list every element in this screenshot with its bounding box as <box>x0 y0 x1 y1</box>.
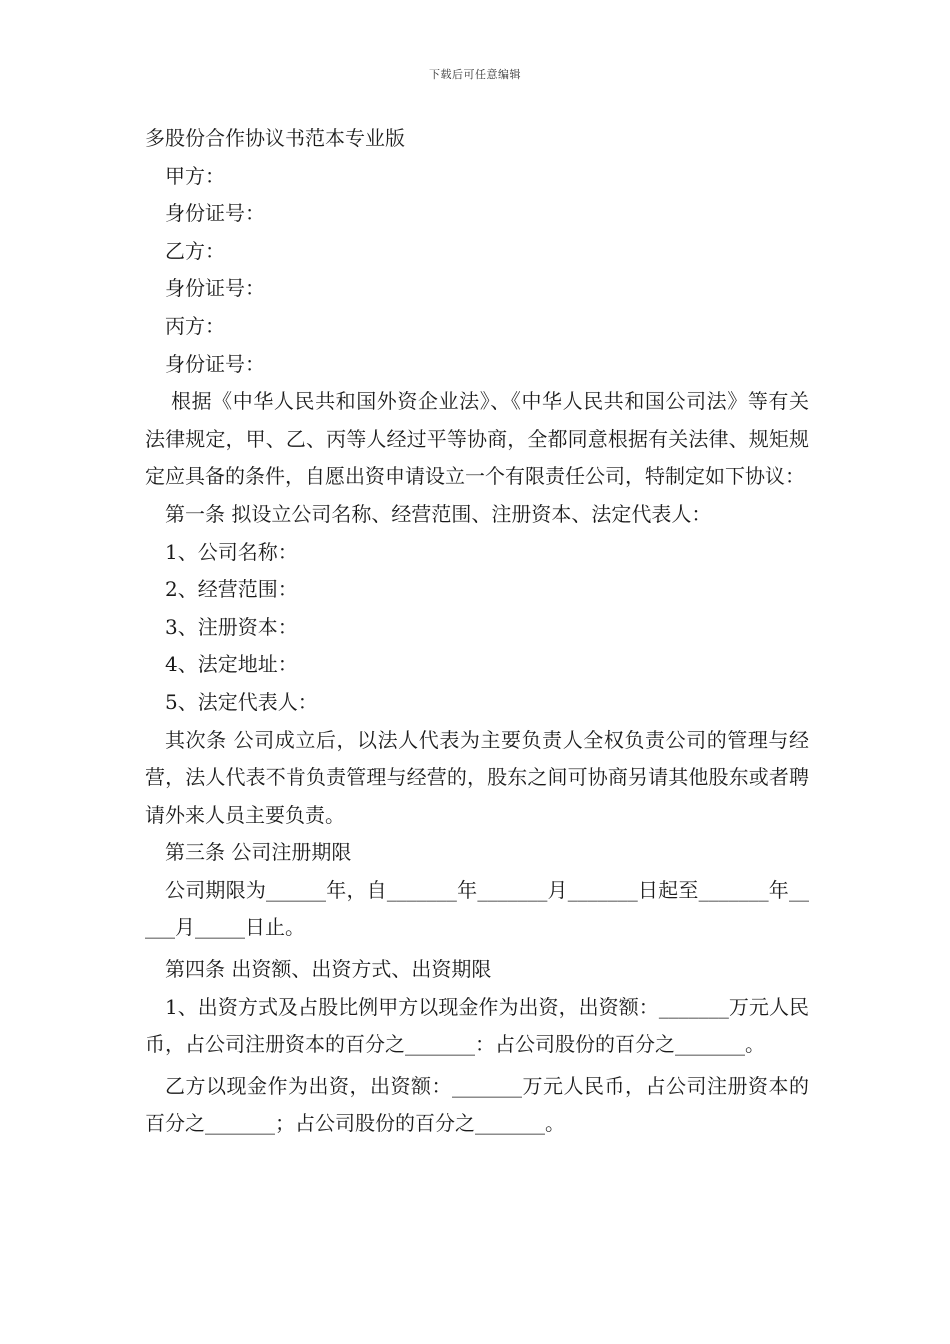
article-1-item: 2、经营范围： <box>165 577 298 602</box>
party-c-label: 丙方： <box>165 313 225 338</box>
article-3-paragraph: 公司期限为______年，自_______年_______月_______日起至_______年_____月_____日止。 <box>145 877 809 940</box>
article-4-paragraph-2: 乙方以现金作为出资，出资额：_______万元人民币，占公司注册资本的百分之_______；占公司股份的百分之_______。 <box>145 1073 809 1136</box>
page-header: 下载后可任意编辑 <box>429 68 521 81</box>
article-1-item: 1、公司名称： <box>165 539 298 564</box>
article-1-item: 4、法定地址： <box>165 652 298 677</box>
document-body <box>145 120 809 1143</box>
party-c-id-label: 身份证号： <box>165 351 265 376</box>
party-b-id-label: 身份证号： <box>165 276 265 301</box>
article-1-heading: 第一条 拟设立公司名称、经营范围、注册资本、法定代表人： <box>165 501 712 526</box>
article-3-heading: 第三条 公司注册期限 <box>165 840 352 865</box>
document-title: 多股份合作协议书范本专业版 <box>145 126 405 150</box>
party-a-id-label: 身份证号： <box>165 201 265 226</box>
intro-paragraph: 根据《中华人民共和国外资企业法》、《中华人民共和国公司法》等有关法律规定，甲、乙、丙等人经过平等协商，全都同意根据有关法律、规矩规定应具备的条件，自愿出资申请设立一个有限责任公司，特制定如下协议： <box>145 389 809 489</box>
article-4-heading: 第四条 出资额、出资方式、出资期限 <box>165 957 492 982</box>
article-1-item: 3、注册资本： <box>165 614 298 639</box>
article-2-paragraph: 其次条 公司成立后，以法人代表为主要负责人全权负责公司的管理与经营，法人代表不肯负责管理与经营的，股东之间可协商另请其他股东或者聘请外来人员主要负责。 <box>145 727 809 827</box>
article-4-paragraph-1: 1、出资方式及占股比例甲方以现金作为出资，出资额：_______万元人民币，占公司注册资本的百分之_______：占公司股份的百分之_______。 <box>145 994 809 1057</box>
party-b-label: 乙方： <box>165 238 225 263</box>
party-a-label: 甲方： <box>165 163 225 188</box>
article-1-item: 5、法定代表人： <box>165 689 318 714</box>
